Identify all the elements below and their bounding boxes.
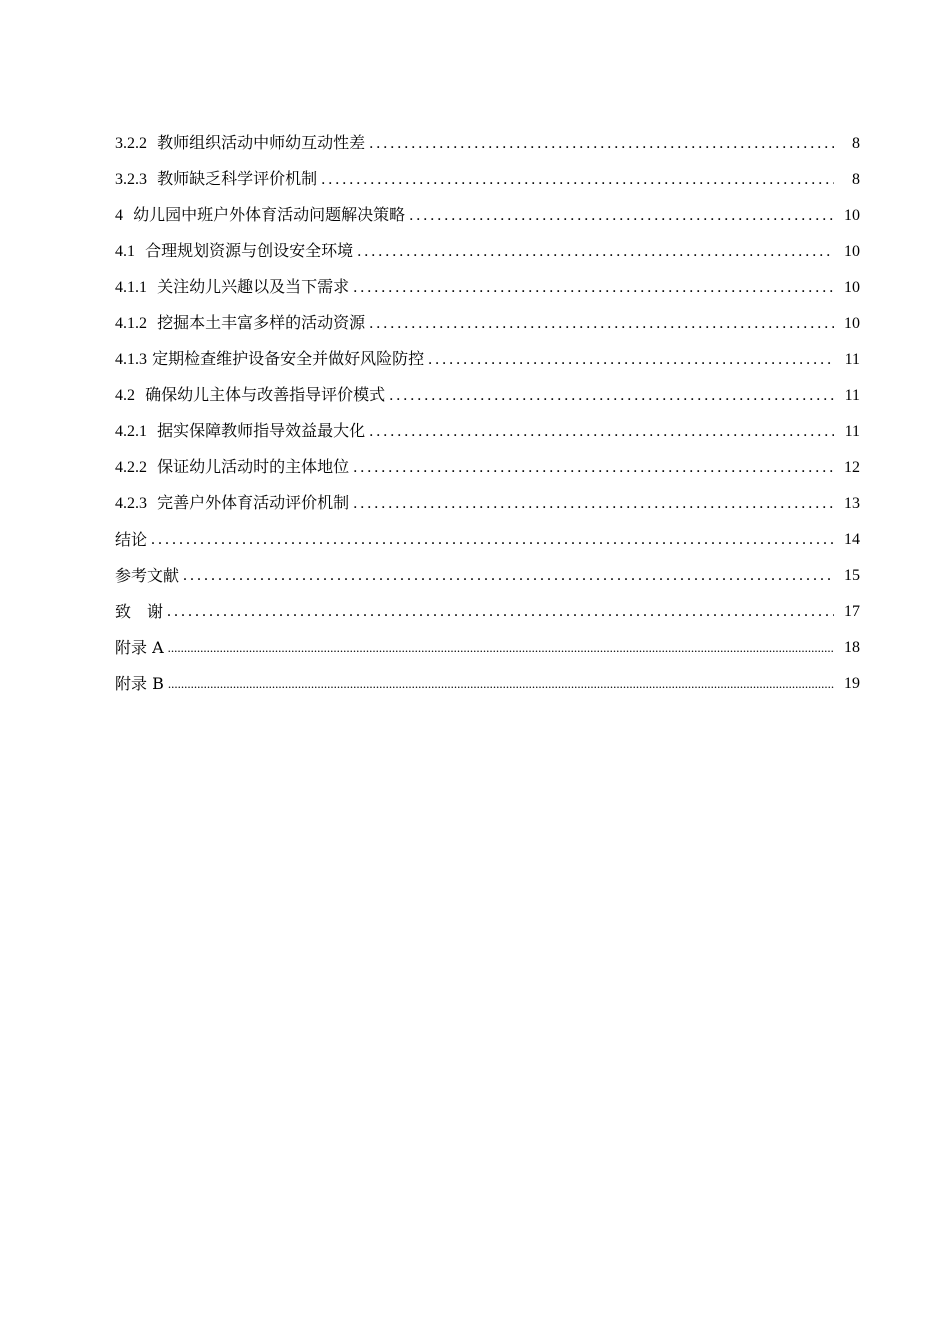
toc-entry-title: 4.1.3 定期检查维护设备安全并做好风险防控 <box>115 349 425 368</box>
toc-dot-leader <box>428 348 834 372</box>
toc-entry-title: 4.1.1 关注幼儿兴趣以及当下需求 <box>115 277 350 296</box>
toc-entry-title: 4.2.3 完善户外体育活动评价机制 <box>115 493 350 512</box>
toc-page-number: 18 <box>844 639 860 656</box>
toc-entry-number: 3.2.3 <box>115 171 147 188</box>
toc-page-number: 11 <box>844 387 860 404</box>
toc-entry[interactable] <box>115 516 860 552</box>
toc-entry-number: 4.1.3 <box>115 351 147 368</box>
toc-entry-number: 4 <box>115 207 123 224</box>
toc-dot-leader <box>353 456 834 480</box>
toc-entry-title: 结论 <box>115 530 148 549</box>
toc-entry[interactable] <box>115 588 860 624</box>
toc-page-number: 8 <box>852 171 860 188</box>
toc-dot-leader <box>369 132 834 156</box>
toc-entry-title: 4.1.2 挖掘本土丰富多样的活动资源 <box>115 313 366 332</box>
toc-entry-title: 4.2 确保幼儿主体与改善指导评价模式 <box>115 385 386 404</box>
toc-entry-title: 4 幼儿园中班户外体育活动问题解决策略 <box>115 205 406 224</box>
toc-entry[interactable] <box>115 444 860 480</box>
toc-entry[interactable] <box>115 552 860 588</box>
toc-entry[interactable] <box>115 120 860 156</box>
toc-entry-number: 4.1 <box>115 243 135 260</box>
toc-entry-title: 附录 A <box>115 638 164 657</box>
toc-entry[interactable] <box>115 336 860 372</box>
toc-entry[interactable] <box>115 624 860 660</box>
toc-entry-title: 参考文献 <box>115 566 180 585</box>
toc-entry-title: 3.2.2 教师组织活动中师幼互动性差 <box>115 133 366 152</box>
toc-entry[interactable] <box>115 228 860 264</box>
toc-entry-title: 4.2.2 保证幼儿活动时的主体地位 <box>115 457 350 476</box>
toc-dot-leader <box>389 384 834 408</box>
toc-entry[interactable] <box>115 408 860 444</box>
toc-entry-title: 致 谢 <box>115 602 164 621</box>
toc-entry[interactable] <box>115 264 860 300</box>
toc-page-number: 11 <box>844 351 860 368</box>
toc-dot-leader <box>183 564 834 588</box>
toc-dot-leader <box>369 420 834 444</box>
toc-page-number: 19 <box>844 675 860 692</box>
toc-page-number: 15 <box>844 567 860 584</box>
toc-entry[interactable] <box>115 480 860 516</box>
toc-dot-leader <box>167 600 834 624</box>
toc-page-number: 10 <box>844 243 860 260</box>
toc-dot-leader <box>409 204 834 228</box>
toc-page-number: 13 <box>844 495 860 512</box>
toc-page-number: 10 <box>844 207 860 224</box>
toc-dot-leader <box>357 240 834 264</box>
toc-entry[interactable] <box>115 372 860 408</box>
toc-entry[interactable] <box>115 660 860 696</box>
toc-page-number: 8 <box>852 135 860 152</box>
toc-page-number: 14 <box>844 531 860 548</box>
toc-dot-leader <box>168 672 834 696</box>
toc-entry-title: 4.1 合理规划资源与创设安全环境 <box>115 241 354 260</box>
toc-entry[interactable] <box>115 156 860 192</box>
toc-dot-leader <box>369 312 834 336</box>
table-of-contents <box>115 120 860 696</box>
toc-dot-leader <box>321 168 834 192</box>
toc-dot-leader <box>353 276 834 300</box>
toc-page-number: 11 <box>844 423 860 440</box>
toc-page-number: 10 <box>844 315 860 332</box>
toc-entry-number: 4.2.2 <box>115 459 147 476</box>
toc-entry[interactable] <box>115 192 860 228</box>
toc-entry-title: 4.2.1 据实保障教师指导效益最大化 <box>115 421 366 440</box>
toc-page-number: 17 <box>844 603 860 620</box>
toc-entry-number: 4.1.2 <box>115 315 147 332</box>
toc-entry-title: 3.2.3 教师缺乏科学评价机制 <box>115 169 318 188</box>
toc-dot-leader <box>151 528 834 552</box>
toc-page-number: 12 <box>844 459 860 476</box>
toc-page-number: 10 <box>844 279 860 296</box>
toc-dot-leader <box>168 636 834 660</box>
toc-entry-number: 4.2.3 <box>115 495 147 512</box>
toc-dot-leader <box>353 492 834 516</box>
toc-entry-number: 4.2 <box>115 387 135 404</box>
toc-entry[interactable] <box>115 300 860 336</box>
toc-entry-title: 附录 B <box>115 674 164 693</box>
toc-entry-number: 4.2.1 <box>115 423 147 440</box>
toc-entry-number: 3.2.2 <box>115 135 147 152</box>
toc-entry-number: 4.1.1 <box>115 279 147 296</box>
